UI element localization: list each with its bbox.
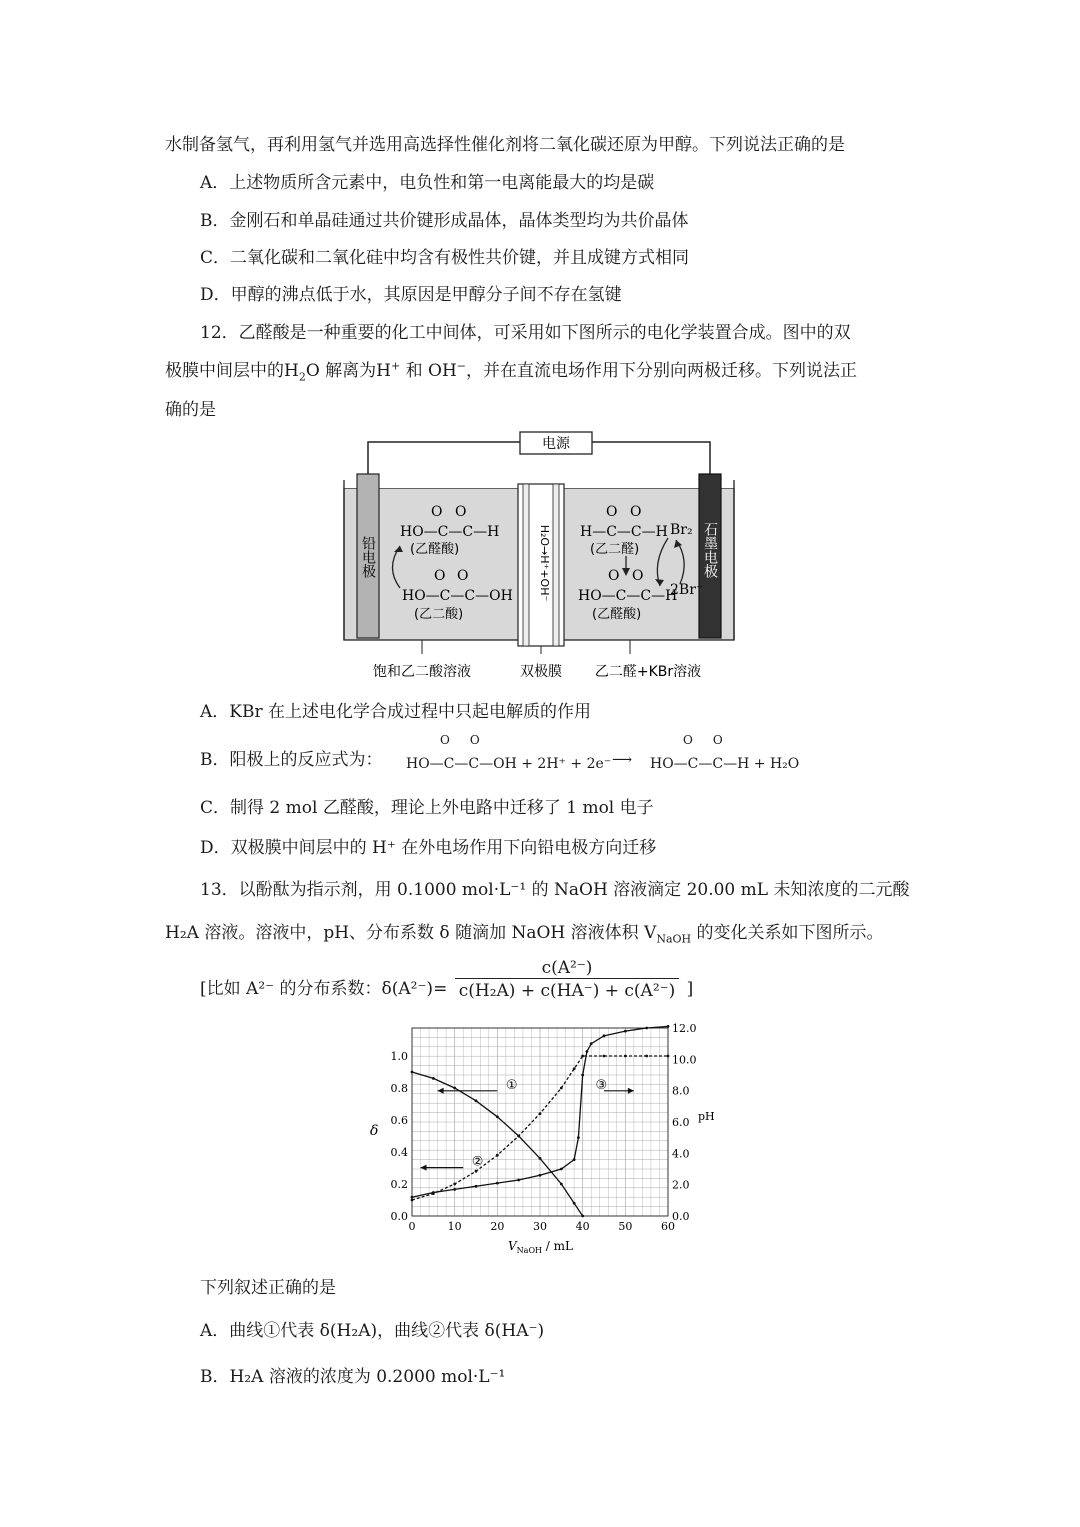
y-left-tick-label: 0.8 — [390, 1082, 408, 1095]
data-point — [411, 1071, 414, 1074]
membrane-text: H₂O→H⁺+OH⁻ — [538, 524, 551, 602]
q12-b-equation-left: HO—C—C—OH + 2H⁺ + 2e⁻ — [406, 756, 612, 772]
right-bot-name: (乙醛酸) — [592, 607, 642, 622]
q12-b-equation-right: HO—C—C—H + H₂O — [650, 756, 800, 772]
q12-stem-2a: 极膜中间层中的 — [165, 361, 284, 381]
data-point — [432, 1191, 435, 1194]
right-top-o2: O — [630, 504, 642, 520]
q11-option-d: D．甲醇的沸点低于水，其原因是甲醇分子间不存在氢键 — [200, 285, 622, 305]
q13-option-b: B．H₂A 溶液的浓度为 0.2000 mol·L⁻¹ — [200, 1367, 506, 1387]
data-point — [624, 1030, 627, 1033]
y-right-tick-label: 4.0 — [672, 1147, 690, 1161]
data-point — [539, 1157, 542, 1160]
data-point — [517, 1179, 520, 1182]
left-top-o2: O — [455, 504, 467, 520]
data-point — [645, 1055, 648, 1058]
data-point — [453, 1188, 456, 1191]
power-source-label: 电源 — [542, 436, 570, 452]
curve-label-3: ③ — [595, 1077, 608, 1093]
data-point — [581, 1055, 584, 1058]
data-point — [581, 1074, 584, 1077]
data-point — [496, 1115, 499, 1118]
data-point — [573, 1158, 576, 1161]
br-label: 2Br⁻ — [670, 582, 704, 598]
data-point — [411, 1199, 414, 1202]
q12-stem-2d: ，并在直流电场作用下分别向两极迁移。下列说法正 — [466, 361, 858, 381]
data-point — [667, 1025, 670, 1028]
data-point — [586, 1050, 589, 1053]
left-bot-formula: HO—C—C—OH — [402, 588, 513, 604]
data-point — [517, 1135, 520, 1138]
y-left-tick-label: 1.0 — [390, 1050, 408, 1063]
q13-stem-line1: 13．以酚酞为指示剂，用 0.1000 mol·L⁻¹ 的 NaOH 溶液滴定 20.00 mL 未知浓度的二元酸 — [200, 880, 910, 900]
label-membrane: 双极膜 — [520, 664, 562, 680]
x-tick-label: 60 — [661, 1220, 675, 1233]
data-point — [573, 1202, 576, 1205]
data-point — [603, 1055, 606, 1058]
data-point — [560, 1183, 563, 1186]
data-point — [475, 1099, 478, 1102]
q13-formula-den: c(H₂A) + c(HA⁻) + c(A²⁻) — [458, 981, 676, 1001]
q11-option-b: B．金刚石和单晶硅通过共价键形成晶体，晶体类型均为共价晶体 — [200, 211, 689, 231]
curve-arrowhead-3 — [628, 1088, 634, 1094]
data-point — [577, 1136, 580, 1139]
q12-stem-line2: 极膜中间层中的$H_2O$ 解离为H+ 和 OH−，并在直流电场作用下分别向两极迁移。下列说法正 — [165, 359, 858, 384]
graphite-electrode-label: 石墨电极 — [702, 522, 718, 578]
x-tick-label: 50 — [618, 1220, 633, 1233]
right-top-name: (乙二醛) — [590, 542, 640, 557]
q11-option-c: C．二氧化碳和二氧化硅中均含有极性共价键，并且成键方式相同 — [200, 248, 690, 268]
q13-formula-post: ] — [686, 979, 694, 999]
data-point — [560, 1168, 563, 1171]
x-tick-label: 40 — [575, 1220, 590, 1233]
y-right-tick-label: 2.0 — [672, 1178, 690, 1192]
curve-label-1: ① — [505, 1077, 518, 1093]
right-top-o: O — [606, 504, 618, 520]
y-right-tick-label: 0.0 — [672, 1210, 690, 1223]
y-left-tick-label: 0.4 — [390, 1146, 408, 1159]
electrochem-diagram — [330, 428, 750, 688]
q12-stem-2c: 和 — [405, 361, 423, 381]
data-point — [432, 1077, 435, 1080]
data-point — [539, 1112, 542, 1115]
y-right-axis-label: pH — [698, 1110, 715, 1123]
x-tick-label: 0 — [408, 1220, 416, 1233]
q13-formula-fraction — [455, 958, 680, 1001]
q13-formula-num: c(A²⁻) — [455, 958, 680, 979]
right-bot-o2: O — [632, 568, 644, 584]
data-point — [475, 1185, 478, 1188]
label-right-solution: 乙二醛+KBr溶液 — [594, 664, 702, 680]
q12-b-arrow: ⟶ — [612, 752, 633, 768]
q12-stem-2b: 解离为 — [325, 361, 377, 381]
data-point — [411, 1196, 414, 1199]
x-axis-label: $V_{NaOH}$ / mL — [508, 1239, 574, 1255]
data-point — [645, 1027, 648, 1030]
left-top-o: O — [431, 504, 443, 520]
data-point — [496, 1154, 499, 1157]
x-tick-label: 30 — [533, 1220, 547, 1233]
q11-stem-tail: 水制备氢气，再利用氢气并选用高选择性催化剂将二氧化碳还原为甲醇。下列说法正确的是 — [165, 135, 845, 155]
data-point — [496, 1182, 499, 1185]
y-left-axis-label: δ — [370, 1123, 379, 1139]
y-right-tick-label: 10.0 — [672, 1053, 697, 1067]
curve-arrowhead-2 — [421, 1165, 427, 1171]
q13-stem-line2 — [165, 918, 884, 945]
left-bot-name: (乙二酸) — [414, 607, 464, 622]
br2-label: Br₂ — [670, 522, 693, 538]
x-tick-label: 10 — [447, 1220, 462, 1233]
y-left-tick-label: 0.0 — [390, 1210, 408, 1223]
curve-arrowhead-1 — [438, 1088, 444, 1094]
right-bot-formula: HO—C—C—H — [578, 588, 678, 604]
q12-stem-line3: 确的是 — [165, 400, 216, 420]
q13-formula-pre: [比如 A²⁻ 的分布系数：δ(A²⁻)= — [200, 979, 448, 999]
data-point — [590, 1042, 593, 1045]
q12-stem-line1: 12．乙醛酸是一种重要的化工中间体，可采用如下图所示的电化学装置合成。图中的双 — [200, 323, 851, 343]
x-tick-label: 20 — [490, 1220, 505, 1233]
y-right-tick-label: 8.0 — [672, 1084, 690, 1098]
q12-option-c: C．制得 2 mol 乙醛酸，理论上外电路中迁移了 1 mol 电子 — [200, 798, 654, 818]
data-point — [453, 1087, 456, 1090]
data-point — [539, 1174, 542, 1177]
y-left-tick-label: 0.6 — [390, 1114, 408, 1127]
titration-chart — [360, 1020, 720, 1260]
q13-stem-2-sub: NaOH — [656, 932, 692, 946]
left-bot-o: O — [434, 568, 446, 584]
q12-b-o-marks-right: O O — [683, 733, 723, 747]
q13-option-a: A．曲线①代表 δ(H₂A)，曲线②代表 δ(HA⁻) — [200, 1321, 545, 1341]
left-bot-o2: O — [457, 568, 469, 584]
label-left-solution: 饱和乙二酸溶液 — [373, 664, 471, 680]
q11-option-a: A．上述物质所含元素中，电负性和第一电离能最大的均是碳 — [200, 173, 655, 193]
q12-option-d: D．双极膜中间层中的 H⁺ 在外电场作用下向铅电极方向迁移 — [200, 838, 657, 858]
data-point — [475, 1170, 478, 1173]
q12-option-a: A．KBr 在上述电化学合成过程中只起电解质的作用 — [200, 702, 591, 722]
q12-option-b — [200, 745, 383, 770]
right-top-formula: H—C—C—H — [580, 524, 668, 540]
q13-formula — [200, 958, 693, 1008]
left-top-formula: HO—C—C—H — [400, 524, 500, 540]
data-point — [624, 1055, 627, 1058]
q12-option-b-label: B．阳极上的反应式为： — [200, 750, 383, 770]
q12-b-o-marks: O O — [440, 733, 480, 747]
curve-label-2: ② — [471, 1154, 484, 1170]
data-point — [573, 1067, 576, 1070]
y-right-tick-label: 6.0 — [672, 1116, 690, 1129]
lead-electrode-label: 铅电极 — [360, 536, 376, 578]
data-point — [581, 1215, 584, 1218]
y-left-tick-label: 0.2 — [390, 1178, 408, 1191]
left-top-name: (乙醛酸) — [410, 542, 460, 557]
q13-stem-2-tail: 的变化关系如下图所示。 — [691, 923, 884, 943]
right-bot-o: O — [608, 568, 620, 584]
data-point — [560, 1087, 563, 1090]
data-point — [453, 1183, 456, 1186]
q13-stem-2: H₂A 溶液。溶液中，pH、分布系数 δ 随滴加 NaOH 溶液体积 V — [165, 923, 657, 943]
data-point — [603, 1034, 606, 1037]
data-point — [667, 1055, 670, 1058]
q13-prompt: 下列叙述正确的是 — [200, 1278, 336, 1298]
y-right-tick-label: 12.0 — [672, 1022, 697, 1035]
